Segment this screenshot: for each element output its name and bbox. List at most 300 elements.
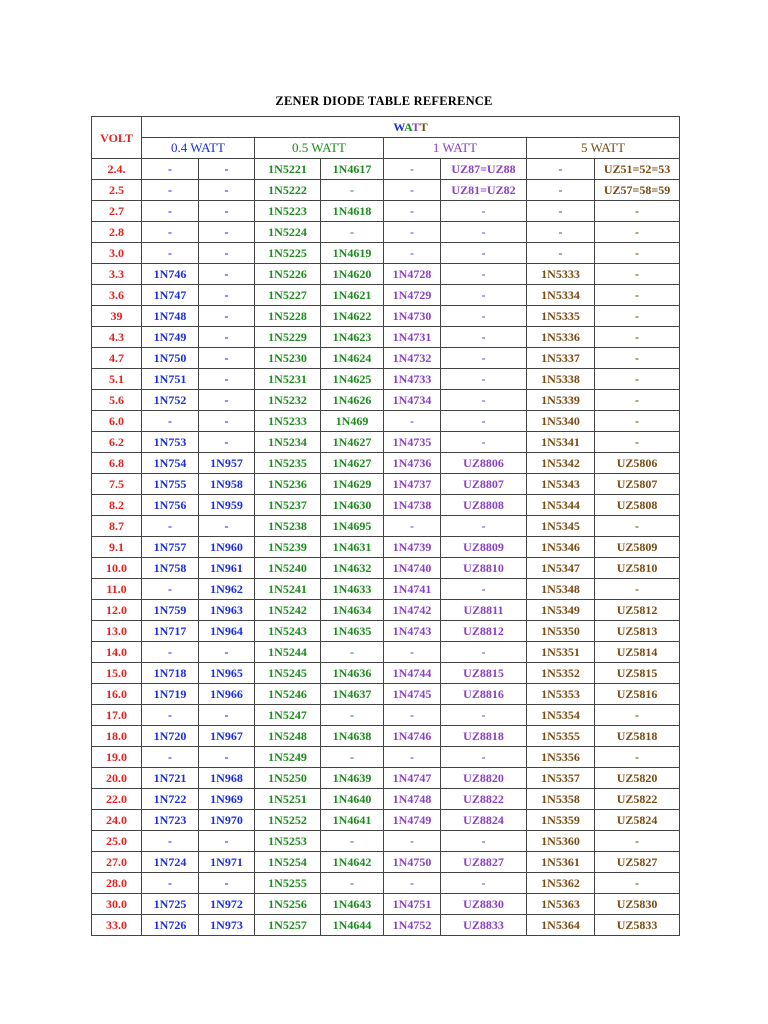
watt1-cell-b: UZ8830 — [441, 894, 527, 915]
watt5-cell-b: - — [595, 747, 680, 768]
watt5-cell-b: UZ5830 — [595, 894, 680, 915]
watt04-cell-b: 1N973 — [199, 915, 255, 936]
watt04-cell-a: 1N759 — [142, 600, 199, 621]
watt1-cell-a: 1N4739 — [384, 537, 441, 558]
watt5-cell-b: - — [595, 516, 680, 537]
table-body — [92, 159, 680, 936]
watt1-cell-b: UZ8827 — [441, 852, 527, 873]
watt04-cell-b: 1N967 — [199, 726, 255, 747]
table-row — [92, 201, 680, 222]
watt04-cell-a: - — [142, 159, 199, 180]
table-row — [92, 474, 680, 495]
table-row — [92, 327, 680, 348]
watt1-cell-a: 1N4752 — [384, 915, 441, 936]
volt-cell: 25.0 — [92, 831, 142, 852]
watt04-cell-b: 1N965 — [199, 663, 255, 684]
volt-cell: 6.0 — [92, 411, 142, 432]
watt05-cell-a: 1N5226 — [255, 264, 321, 285]
watt5-cell-b: UZ51=52=53 — [595, 159, 680, 180]
watt5-cell-b: - — [595, 411, 680, 432]
header-row-top — [92, 117, 680, 138]
watt05-cell-a: 1N5242 — [255, 600, 321, 621]
volt-cell: 24.0 — [92, 810, 142, 831]
watt05-cell-b: 1N4643 — [321, 894, 384, 915]
watt1-cell-a: 1N4743 — [384, 621, 441, 642]
watt5-cell-b: - — [595, 432, 680, 453]
watt05-cell-b: 1N4622 — [321, 306, 384, 327]
watt05-cell-a: 1N5221 — [255, 159, 321, 180]
watt1-cell-b: - — [441, 306, 527, 327]
watt5-cell-b: - — [595, 285, 680, 306]
watt1-cell-b: UZ8811 — [441, 600, 527, 621]
header-row-groups — [92, 138, 680, 159]
watt04-cell-b: 1N964 — [199, 621, 255, 642]
volt-cell: 11.0 — [92, 579, 142, 600]
group-header-0.4-watt: 0.4 WATT — [142, 138, 255, 159]
watt04-cell-b: - — [199, 873, 255, 894]
volt-cell: 8.2 — [92, 495, 142, 516]
table-row — [92, 747, 680, 768]
watt1-cell-a: 1N4734 — [384, 390, 441, 411]
watt05-cell-a: 1N5234 — [255, 432, 321, 453]
watt05-cell-a: 1N5252 — [255, 810, 321, 831]
volt-cell: 27.0 — [92, 852, 142, 873]
watt1-cell-a: - — [384, 516, 441, 537]
watt05-cell-b: 1N4695 — [321, 516, 384, 537]
volt-cell: 30.0 — [92, 894, 142, 915]
volt-cell: 5.6 — [92, 390, 142, 411]
table-row — [92, 222, 680, 243]
watt04-cell-b: - — [199, 432, 255, 453]
watt1-cell-a: - — [384, 747, 441, 768]
watt05-cell-b: - — [321, 831, 384, 852]
watt04-cell-b: 1N963 — [199, 600, 255, 621]
watt5-cell-b: UZ5818 — [595, 726, 680, 747]
watt5-cell-b: UZ5810 — [595, 558, 680, 579]
watt05-cell-b: 1N4626 — [321, 390, 384, 411]
watt04-cell-a: 1N726 — [142, 915, 199, 936]
volt-cell: 22.0 — [92, 789, 142, 810]
watt04-cell-b: 1N972 — [199, 894, 255, 915]
watt04-cell-b: - — [199, 285, 255, 306]
watt1-cell-a: 1N4751 — [384, 894, 441, 915]
volt-cell: 10.0 — [92, 558, 142, 579]
table-row — [92, 180, 680, 201]
watt04-cell-a: - — [142, 642, 199, 663]
watt1-cell-a: 1N4737 — [384, 474, 441, 495]
watt04-cell-a: 1N758 — [142, 558, 199, 579]
watt04-cell-a: 1N717 — [142, 621, 199, 642]
watt04-cell-a: 1N750 — [142, 348, 199, 369]
watt04-cell-b: 1N961 — [199, 558, 255, 579]
watt5-cell-a: 1N5343 — [527, 474, 595, 495]
watt1-cell-b: - — [441, 222, 527, 243]
watt05-cell-a: 1N5250 — [255, 768, 321, 789]
watt-letter: W — [393, 120, 404, 134]
table-row — [92, 285, 680, 306]
watt05-cell-a: 1N5247 — [255, 705, 321, 726]
watt04-cell-b: 1N957 — [199, 453, 255, 474]
watt04-cell-a: - — [142, 873, 199, 894]
watt5-cell-a: 1N5336 — [527, 327, 595, 348]
watt05-cell-a: 1N5243 — [255, 621, 321, 642]
watt1-cell-b: UZ8807 — [441, 474, 527, 495]
volt-cell: 8.7 — [92, 516, 142, 537]
volt-cell: 16.0 — [92, 684, 142, 705]
watt5-cell-a: 1N5353 — [527, 684, 595, 705]
watt05-cell-a: 1N5254 — [255, 852, 321, 873]
watt05-cell-a: 1N5238 — [255, 516, 321, 537]
table-row — [92, 726, 680, 747]
watt05-cell-a: 1N5239 — [255, 537, 321, 558]
watt04-cell-b: - — [199, 201, 255, 222]
volt-cell: 3.3 — [92, 264, 142, 285]
watt04-cell-b: 1N959 — [199, 495, 255, 516]
watt1-cell-b: - — [441, 390, 527, 411]
volt-cell: 39 — [92, 306, 142, 327]
watt5-cell-b: UZ5809 — [595, 537, 680, 558]
table-row — [92, 684, 680, 705]
watt5-cell-b: UZ5815 — [595, 663, 680, 684]
watt1-cell-b: UZ8824 — [441, 810, 527, 831]
watt1-cell-a: - — [384, 705, 441, 726]
watt1-cell-a: 1N4745 — [384, 684, 441, 705]
watt1-cell-a: 1N4742 — [384, 600, 441, 621]
volt-cell: 9.1 — [92, 537, 142, 558]
volt-cell: 4.7 — [92, 348, 142, 369]
watt05-cell-b: - — [321, 180, 384, 201]
watt05-cell-b: 1N4640 — [321, 789, 384, 810]
watt1-cell-a: - — [384, 180, 441, 201]
watt04-cell-a: 1N751 — [142, 369, 199, 390]
watt05-cell-a: 1N5224 — [255, 222, 321, 243]
watt05-cell-b: 1N4633 — [321, 579, 384, 600]
watt1-cell-a: 1N4749 — [384, 810, 441, 831]
watt1-cell-a: - — [384, 411, 441, 432]
watt05-cell-b: 1N4642 — [321, 852, 384, 873]
watt1-cell-b: UZ8815 — [441, 663, 527, 684]
watt05-cell-b: - — [321, 747, 384, 768]
watt1-cell-b: UZ8806 — [441, 453, 527, 474]
watt05-cell-b: 1N4619 — [321, 243, 384, 264]
watt04-cell-a: 1N723 — [142, 810, 199, 831]
watt04-cell-a: - — [142, 201, 199, 222]
watt-letter: A — [403, 120, 412, 134]
watt5-cell-b: - — [595, 348, 680, 369]
watt04-cell-b: - — [199, 348, 255, 369]
watt05-cell-a: 1N5225 — [255, 243, 321, 264]
watt05-cell-b: 1N4625 — [321, 369, 384, 390]
table-row — [92, 390, 680, 411]
volt-cell: 14.0 — [92, 642, 142, 663]
watt04-cell-b: 1N958 — [199, 474, 255, 495]
volt-header: VOLT — [92, 117, 142, 159]
watt05-cell-b: 1N4623 — [321, 327, 384, 348]
watt05-cell-b: 1N4624 — [321, 348, 384, 369]
watt1-cell-a: - — [384, 243, 441, 264]
watt1-cell-b: UZ8822 — [441, 789, 527, 810]
watt04-cell-a: - — [142, 222, 199, 243]
watt05-cell-b: 1N4620 — [321, 264, 384, 285]
page-title: ZENER DIODE TABLE REFERENCE — [275, 94, 493, 108]
watt1-cell-b: - — [441, 411, 527, 432]
watt04-cell-b: 1N962 — [199, 579, 255, 600]
watt04-cell-a: - — [142, 747, 199, 768]
watt04-cell-a: 1N747 — [142, 285, 199, 306]
watt1-cell-b: - — [441, 873, 527, 894]
watt05-cell-b: 1N4639 — [321, 768, 384, 789]
watt1-cell-b: - — [441, 369, 527, 390]
watt04-cell-b: - — [199, 390, 255, 411]
table-row — [92, 768, 680, 789]
watt5-cell-b: - — [595, 369, 680, 390]
watt04-cell-a: 1N757 — [142, 537, 199, 558]
watt04-cell-a: 1N722 — [142, 789, 199, 810]
watt04-cell-a: - — [142, 705, 199, 726]
watt5-cell-a: 1N5337 — [527, 348, 595, 369]
watt1-cell-a: 1N4748 — [384, 789, 441, 810]
watt05-cell-a: 1N5246 — [255, 684, 321, 705]
volt-cell: 4.3 — [92, 327, 142, 348]
watt04-cell-a: - — [142, 180, 199, 201]
watt1-cell-b: UZ81=UZ82 — [441, 180, 527, 201]
watt1-cell-a: 1N4729 — [384, 285, 441, 306]
watt04-cell-b: - — [199, 306, 255, 327]
watt1-cell-b: - — [441, 705, 527, 726]
watt04-cell-b: - — [199, 369, 255, 390]
watt1-cell-b: UZ8810 — [441, 558, 527, 579]
watt04-cell-b: - — [199, 516, 255, 537]
watt1-cell-b: - — [441, 327, 527, 348]
watt05-cell-a: 1N5248 — [255, 726, 321, 747]
watt5-cell-a: 1N5339 — [527, 390, 595, 411]
table-row — [92, 264, 680, 285]
watt1-cell-a: 1N4740 — [384, 558, 441, 579]
watt04-cell-b: - — [199, 831, 255, 852]
watt04-cell-b: 1N968 — [199, 768, 255, 789]
watt1-cell-a: 1N4732 — [384, 348, 441, 369]
volt-cell: 12.0 — [92, 600, 142, 621]
watt05-cell-b: - — [321, 705, 384, 726]
watt05-cell-b: - — [321, 642, 384, 663]
watt04-cell-b: - — [199, 642, 255, 663]
volt-cell: 13.0 — [92, 621, 142, 642]
watt1-cell-b: UZ8833 — [441, 915, 527, 936]
watt04-cell-b: 1N971 — [199, 852, 255, 873]
watt5-cell-a: 1N5364 — [527, 915, 595, 936]
watt04-cell-a: 1N753 — [142, 432, 199, 453]
watt5-cell-a: 1N5341 — [527, 432, 595, 453]
table-row — [92, 306, 680, 327]
watt04-cell-b: - — [199, 747, 255, 768]
watt04-cell-a: 1N725 — [142, 894, 199, 915]
watt04-cell-b: - — [199, 264, 255, 285]
watt05-cell-b: 1N4629 — [321, 474, 384, 495]
watt04-cell-a: 1N719 — [142, 684, 199, 705]
table-row — [92, 621, 680, 642]
watt1-cell-b: - — [441, 747, 527, 768]
watt1-cell-b: - — [441, 642, 527, 663]
watt05-cell-a: 1N5249 — [255, 747, 321, 768]
watt5-cell-b: - — [595, 579, 680, 600]
watt04-cell-a: - — [142, 831, 199, 852]
watt05-cell-a: 1N5255 — [255, 873, 321, 894]
volt-cell: 2.4. — [92, 159, 142, 180]
watt05-cell-b: 1N4627 — [321, 453, 384, 474]
watt04-cell-b: 1N966 — [199, 684, 255, 705]
table-row — [92, 705, 680, 726]
watt5-cell-a: 1N5348 — [527, 579, 595, 600]
watt04-cell-b: 1N969 — [199, 789, 255, 810]
table-row — [92, 348, 680, 369]
watt-letter: T — [419, 120, 428, 134]
watt5-cell-b: UZ5814 — [595, 642, 680, 663]
watt04-cell-a: - — [142, 411, 199, 432]
table-row — [92, 453, 680, 474]
watt5-cell-a: 1N5360 — [527, 831, 595, 852]
watt04-cell-a: 1N749 — [142, 327, 199, 348]
watt5-cell-b: UZ5807 — [595, 474, 680, 495]
table-row — [92, 558, 680, 579]
group-header-0.5-watt: 0.5 WATT — [255, 138, 384, 159]
group-header-5-watt: 5 WATT — [527, 138, 680, 159]
watt1-cell-b: UZ87=UZ88 — [441, 159, 527, 180]
watt1-cell-a: 1N4738 — [384, 495, 441, 516]
watt5-cell-b: - — [595, 306, 680, 327]
watt1-cell-b: UZ8809 — [441, 537, 527, 558]
watt05-cell-b: 1N4632 — [321, 558, 384, 579]
watt1-cell-b: - — [441, 264, 527, 285]
table-row — [92, 243, 680, 264]
watt1-cell-b: - — [441, 831, 527, 852]
watt04-cell-a: 1N721 — [142, 768, 199, 789]
watt1-cell-a: 1N4733 — [384, 369, 441, 390]
watt1-cell-a: 1N4747 — [384, 768, 441, 789]
watt5-cell-a: 1N5352 — [527, 663, 595, 684]
table-row — [92, 852, 680, 873]
watt5-cell-a: - — [527, 222, 595, 243]
table-row — [92, 159, 680, 180]
watt04-cell-a: 1N724 — [142, 852, 199, 873]
watt5-cell-b: - — [595, 327, 680, 348]
watt05-cell-a: 1N5233 — [255, 411, 321, 432]
watt5-cell-a: 1N5358 — [527, 789, 595, 810]
watt04-cell-a: 1N752 — [142, 390, 199, 411]
watt1-cell-a: 1N4744 — [384, 663, 441, 684]
watt04-cell-b: 1N960 — [199, 537, 255, 558]
watt05-cell-a: 1N5223 — [255, 201, 321, 222]
watt5-cell-a: 1N5350 — [527, 621, 595, 642]
watt04-cell-b: - — [199, 222, 255, 243]
volt-cell: 2.8 — [92, 222, 142, 243]
watt04-cell-a: - — [142, 516, 199, 537]
watt5-cell-a: 1N5345 — [527, 516, 595, 537]
watt1-cell-a: 1N4735 — [384, 432, 441, 453]
watt05-cell-a: 1N5235 — [255, 453, 321, 474]
table-row — [92, 516, 680, 537]
watt5-cell-b: - — [595, 390, 680, 411]
watt5-cell-b: UZ57=58=59 — [595, 180, 680, 201]
watt5-cell-a: 1N5362 — [527, 873, 595, 894]
watt05-cell-b: 1N4638 — [321, 726, 384, 747]
watt5-cell-a: 1N5335 — [527, 306, 595, 327]
watt5-cell-b: UZ5820 — [595, 768, 680, 789]
watt5-cell-a: - — [527, 243, 595, 264]
table-row — [92, 495, 680, 516]
volt-cell: 3.0 — [92, 243, 142, 264]
watt05-cell-b: - — [321, 873, 384, 894]
watt5-cell-b: - — [595, 201, 680, 222]
watt05-cell-b: 1N4630 — [321, 495, 384, 516]
table-row — [92, 411, 680, 432]
watt04-cell-a: 1N718 — [142, 663, 199, 684]
watt05-cell-a: 1N5231 — [255, 369, 321, 390]
watt5-cell-a: - — [527, 201, 595, 222]
volt-cell: 17.0 — [92, 705, 142, 726]
watt04-cell-b: - — [199, 411, 255, 432]
watt-letter: T — [411, 120, 420, 134]
watt05-cell-b: 1N4627 — [321, 432, 384, 453]
watt05-cell-b: 1N4617 — [321, 159, 384, 180]
volt-cell: 2.5 — [92, 180, 142, 201]
volt-cell: 3.6 — [92, 285, 142, 306]
volt-cell: 2.7 — [92, 201, 142, 222]
watt05-cell-a: 1N5229 — [255, 327, 321, 348]
volt-cell: 28.0 — [92, 873, 142, 894]
watt05-cell-b: 1N4621 — [321, 285, 384, 306]
volt-cell: 6.8 — [92, 453, 142, 474]
watt5-cell-b: UZ5813 — [595, 621, 680, 642]
watt1-cell-b: - — [441, 201, 527, 222]
table-row — [92, 894, 680, 915]
watt5-cell-b: UZ5806 — [595, 453, 680, 474]
watt1-cell-a: - — [384, 222, 441, 243]
watt05-cell-a: 1N5257 — [255, 915, 321, 936]
watt1-cell-b: - — [441, 348, 527, 369]
watt04-cell-b: - — [199, 243, 255, 264]
watt5-cell-a: 1N5355 — [527, 726, 595, 747]
watt04-cell-a: - — [142, 243, 199, 264]
table-row — [92, 432, 680, 453]
table-row — [92, 789, 680, 810]
watt1-cell-a: 1N4728 — [384, 264, 441, 285]
table-row — [92, 810, 680, 831]
watt5-cell-a: 1N5356 — [527, 747, 595, 768]
watt5-cell-a: 1N5357 — [527, 768, 595, 789]
watt05-cell-a: 1N5230 — [255, 348, 321, 369]
watt1-cell-a: 1N4736 — [384, 453, 441, 474]
watt5-cell-a: 1N5342 — [527, 453, 595, 474]
watt5-cell-a: 1N5359 — [527, 810, 595, 831]
watt05-cell-a: 1N5222 — [255, 180, 321, 201]
volt-cell: 18.0 — [92, 726, 142, 747]
volt-cell: 33.0 — [92, 915, 142, 936]
watt1-cell-b: - — [441, 432, 527, 453]
watt5-cell-b: UZ5808 — [595, 495, 680, 516]
watt1-cell-b: UZ8816 — [441, 684, 527, 705]
watt1-cell-a: 1N4746 — [384, 726, 441, 747]
watt1-cell-b: UZ8818 — [441, 726, 527, 747]
watt5-cell-a: 1N5344 — [527, 495, 595, 516]
watt05-cell-a: 1N5228 — [255, 306, 321, 327]
watt1-cell-a: - — [384, 201, 441, 222]
table-row — [92, 873, 680, 894]
watt04-cell-a: 1N746 — [142, 264, 199, 285]
watt04-cell-a: 1N754 — [142, 453, 199, 474]
watt04-cell-b: - — [199, 180, 255, 201]
watt04-cell-b: - — [199, 327, 255, 348]
watt5-cell-b: - — [595, 873, 680, 894]
